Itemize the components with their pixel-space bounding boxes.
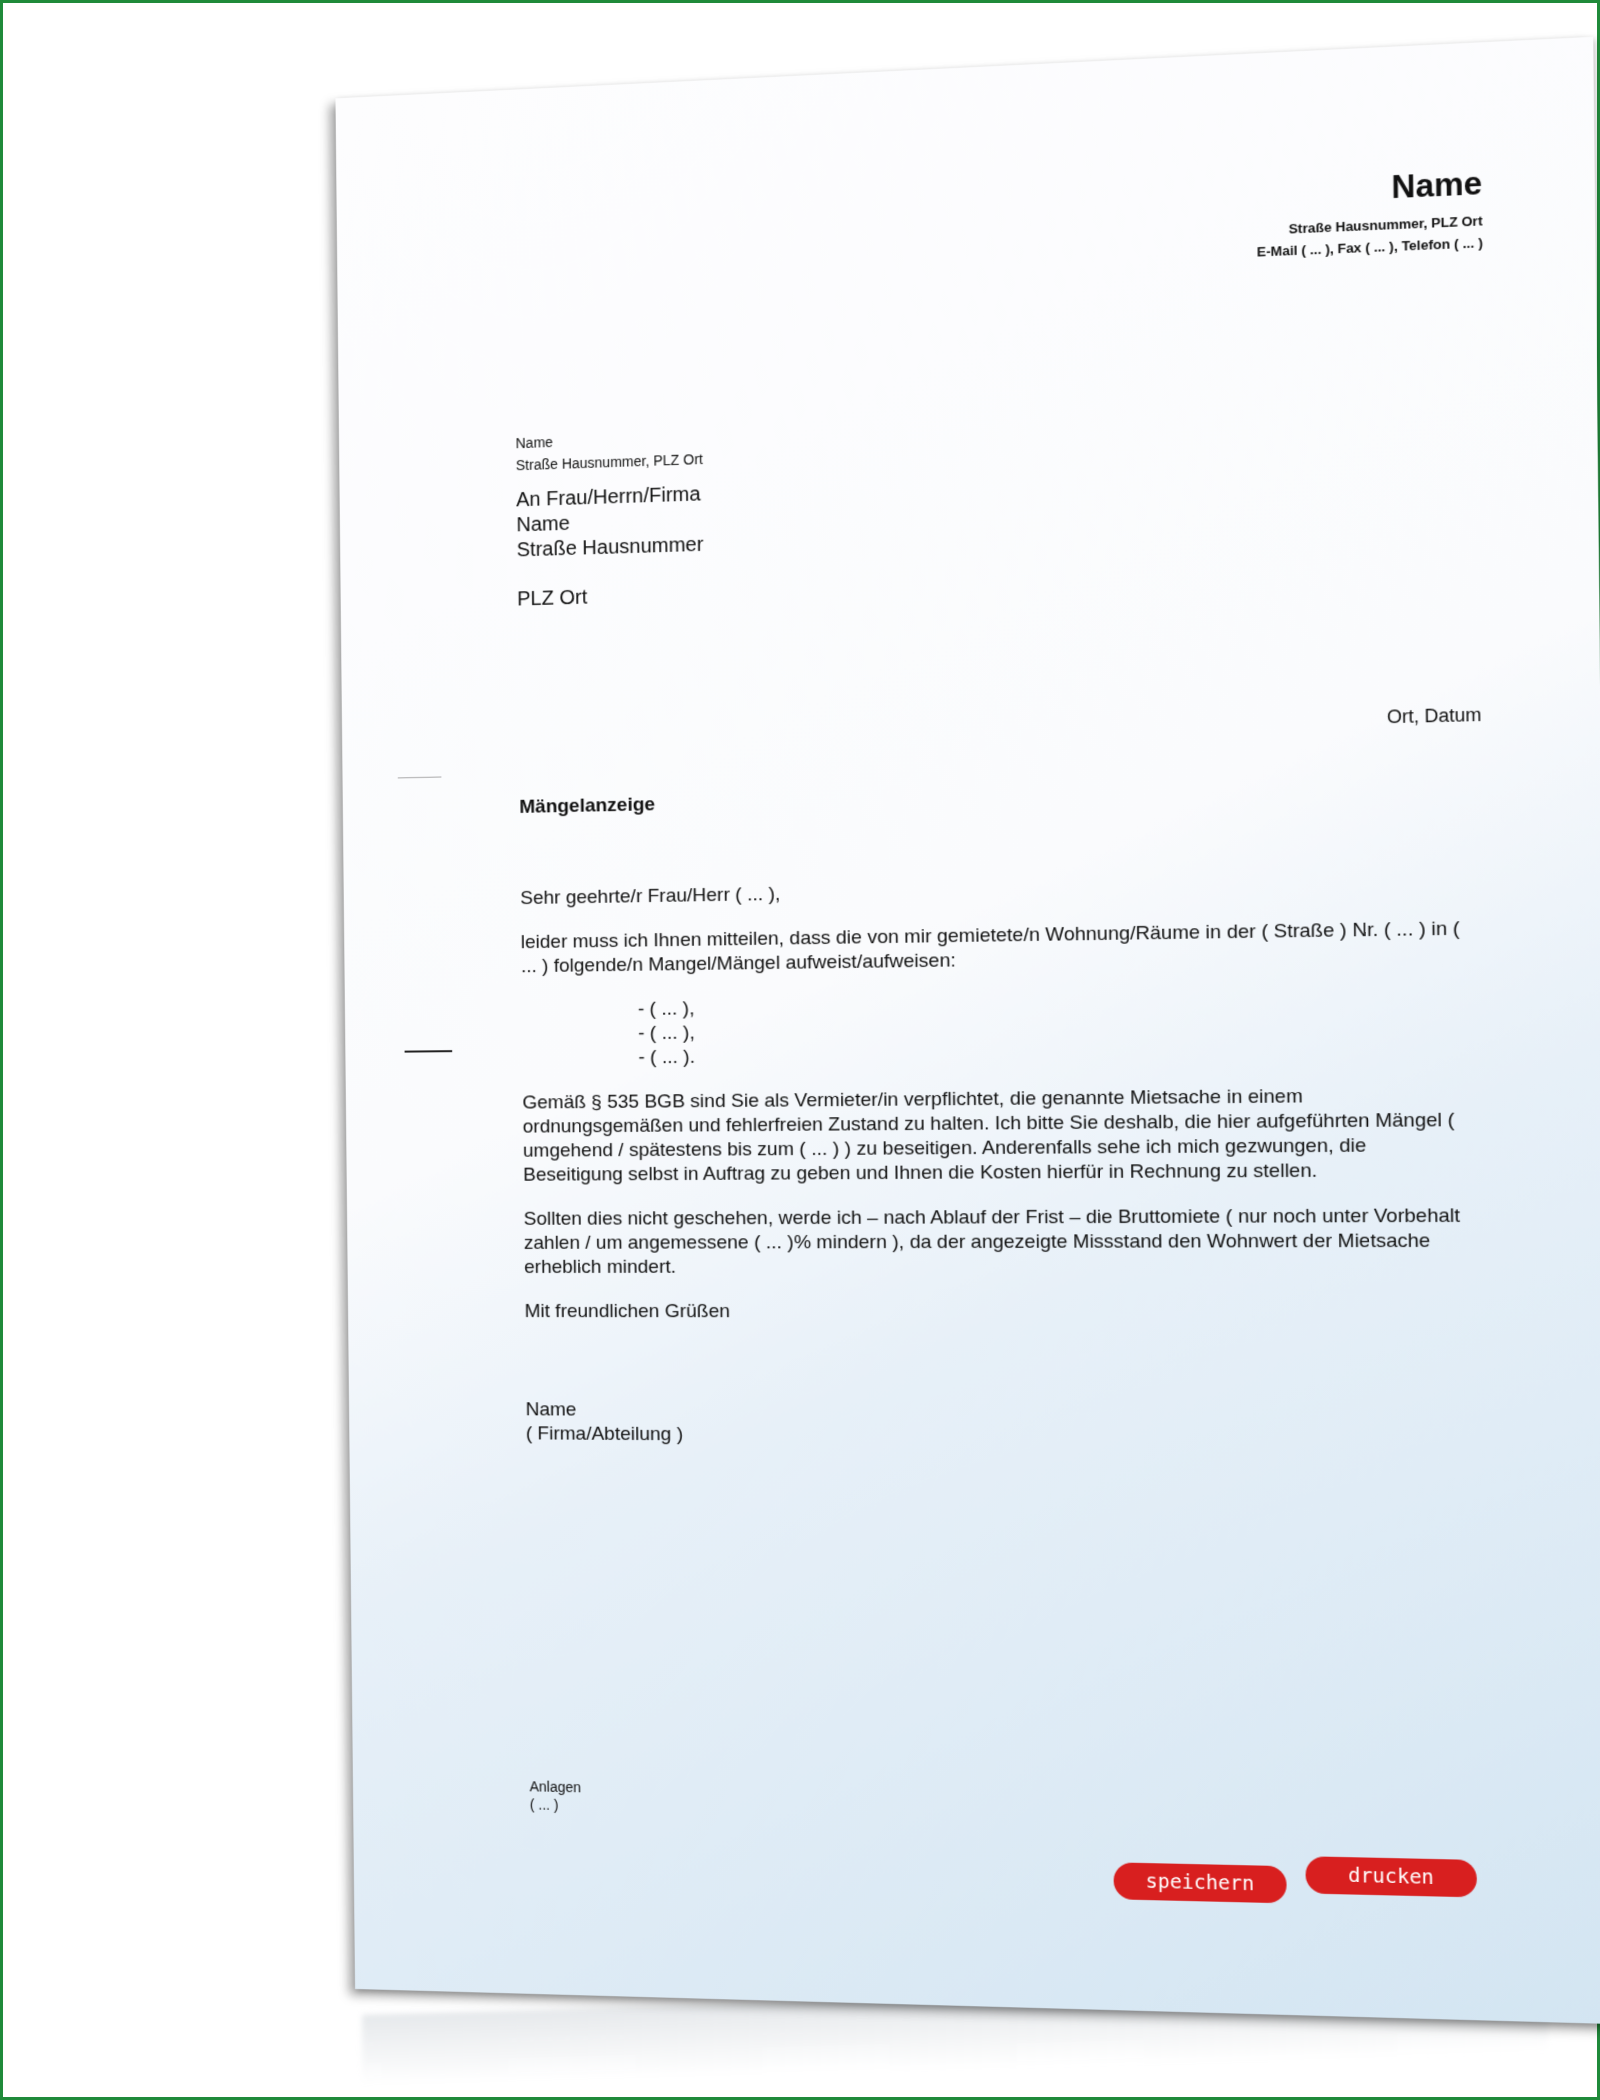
recipient-name: Name <box>516 512 570 537</box>
list-item: - ( ... ), <box>637 998 695 1021</box>
sender-name: Name <box>515 433 554 452</box>
attachments-block <box>529 1777 581 1814</box>
sender-block <box>515 426 703 477</box>
closing: Mit freundlichen Grüßen <box>524 1300 731 1323</box>
print-button[interactable]: drucken <box>1305 1856 1477 1897</box>
list-item: - ( ... ), <box>638 1022 695 1045</box>
attachments-label: Anlagen <box>529 1778 582 1796</box>
salutation: Sehr geehrte/r Frau/Herr ( ... ), <box>520 883 781 910</box>
punch-mark <box>405 1050 453 1052</box>
signature-name: Name <box>525 1399 577 1421</box>
recipient-street: Straße Hausnummer <box>516 533 704 562</box>
save-button[interactable]: speichern <box>1113 1862 1286 1903</box>
list-item: - ( ... ). <box>638 1046 696 1069</box>
letter-body <box>520 871 1470 1452</box>
signature-block <box>526 1398 1471 1452</box>
recipient-block <box>516 482 704 612</box>
body-paragraph-1: leider muss ich Ihnen mitteilen, dass die von mir gemietete/n Wohnung/Räume in der ( Straße ) Nr. ( ... ) in ( ... ) folgende/n Mangel/Mängel aufweist/aufweisen: <box>520 918 1460 978</box>
date-line: Ort, Datum <box>1386 704 1482 728</box>
body-paragraph-3: Sollten dies nicht geschehen, werde ich – nach Ablauf der Frist – die Bruttomiete ( nur noch unter Vorbehalt zahlen / um angemessene ( ... )% mindern ), da der angezeigte Missstand den Wohnwert der Mietsache erheblich mindert. <box>523 1205 1461 1278</box>
subject-line: Mängelanzeige <box>519 794 656 818</box>
letter-page <box>335 37 1600 2024</box>
letterhead <box>1256 165 1483 266</box>
defect-list <box>638 988 1466 1071</box>
letterhead-contact: E-Mail ( ... ), Fax ( ... ), Telefon ( ... ) <box>1256 234 1483 260</box>
body-paragraph-2: Gemäß § 535 BGB sind Sie als Vermieter/in verpflichtet, die genannte Mietsache in einem ordnungsgemäßen und fehlerfreien Zustand zu halten. Ich bitte Sie deshalb, die hier aufgeführten Mängel ( umgehend / spätestens bis zum ( ... ) ) zu beseitigen. Anderenfalls sehe ich mich gezwungen, die Beseitigung selbst in Auftrag zu geben und Ihnen die Kosten hierfür in Rechnung zu stellen. <box>522 1085 1455 1186</box>
attachments-value: ( ... ) <box>529 1796 559 1813</box>
recipient-salutation-line: An Frau/Herrn/Firma <box>516 483 701 512</box>
letterhead-name: Name <box>1391 165 1483 206</box>
recipient-city: PLZ Ort <box>517 586 588 611</box>
signature-company: ( Firma/Abteilung ) <box>525 1423 684 1446</box>
sender-address: Straße Hausnummer, PLZ Ort <box>515 450 703 474</box>
fold-mark <box>398 777 442 779</box>
letterhead-address: Straße Hausnummer, PLZ Ort <box>1288 212 1483 237</box>
